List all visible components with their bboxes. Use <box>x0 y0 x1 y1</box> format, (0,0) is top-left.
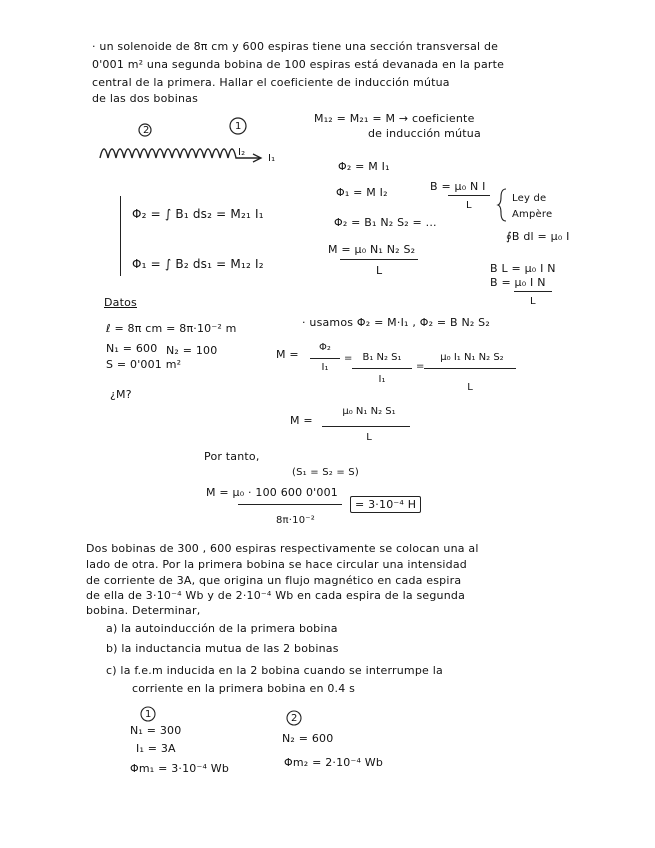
bottom-phi1: Φm₁ = 3·10⁻⁴ Wb <box>130 762 230 775</box>
bottom-n1: N₁ = 300 <box>130 724 182 737</box>
datos-length: ℓ = 8π cm = 8π·10⁻² m <box>106 322 237 335</box>
ampere-b2-num: B = μ₀ I N <box>490 276 546 289</box>
coil-label-2: 2 <box>143 125 150 136</box>
problem2-part-a: a) la autoinducción de la primera bobina <box>106 622 338 635</box>
ampere-b2-den: L <box>530 296 536 307</box>
calc-note: (S₁ = S₂ = S) <box>292 467 359 478</box>
calc-m-label: M = <box>276 348 299 361</box>
mutual-def-line1: M₁₂ = M₂₁ = M → coeficiente <box>314 112 475 125</box>
coil-current-i2: I₂ <box>238 147 246 158</box>
eq-phi2-mi1: Φ₂ = M I₁ <box>338 160 390 173</box>
eq-m-numerator: M = μ₀ N₁ N₂ S₂ <box>328 243 416 256</box>
flux-integral-phi2: Φ₂ = ∫ B₁ ds₂ = M₂₁ I₁ <box>132 207 264 221</box>
calc-final-line <box>238 504 342 505</box>
eq-m-denominator: L <box>376 264 383 277</box>
ampere-integral: ∮B dl = μ₀ I <box>506 230 570 243</box>
ampere-b-den: L <box>466 200 472 211</box>
ampere-bl: B L = μ₀ I N <box>490 262 556 275</box>
coil-current-i1: I₁ <box>268 153 276 164</box>
bottom-label-2: 2 <box>291 713 298 724</box>
system-bracket <box>120 196 121 276</box>
problem2-line-1: Dos bobinas de 300 , 600 espiras respectivamente se colocan una al <box>86 542 479 555</box>
calc-final-den: 8π·10⁻² <box>276 515 315 526</box>
coil-label-1: 1 <box>235 121 242 132</box>
solenoid-diagram <box>95 118 275 178</box>
calc-frac1-num: Φ₂ <box>319 342 331 353</box>
problem2-line-5: bobina. Determinar, <box>86 604 201 617</box>
calc-result-box: = 3·10⁻⁴ H <box>350 496 421 513</box>
ampere-brace <box>498 188 508 222</box>
eq-m-fraction-line <box>340 259 418 260</box>
calc-final-num: M = μ₀ · 100 600 0'001 <box>206 486 339 499</box>
calc-portanto: Por tanto, <box>204 450 260 463</box>
datos-n2: N₂ = 100 <box>166 344 218 357</box>
flux-integral-phi1: Φ₁ = ∫ B₂ ds₁ = M₁₂ I₂ <box>132 257 264 271</box>
ampere-b-fraction-line <box>448 195 490 196</box>
datos-title: Datos <box>104 296 137 309</box>
problem2-line-4: de ella de 3·10⁻⁴ Wb y de 2·10⁻⁴ Wb en cada espira de la segunda <box>86 589 466 602</box>
bottom-n2: N₂ = 600 <box>282 732 334 745</box>
calc-frac2-num: B₁ N₂ S₁ <box>362 352 402 363</box>
calc-m2-line <box>322 426 410 427</box>
handwritten-page: · un solenoide de 8π cm y 600 espiras tiene una sección transversal de 0'001 m² una segunda bobina de 100 espiras está devanada en la parte central de la primera. Hallar el coeficiente de inducción mútua de las dos bobinas 2 1 I₂ I₁ M₁₂ = M₂₁ = M → coeficiente de inducción mútua Φ₂ = ∫ B₁ ds₂ = M₂₁ I₁ Φ₁ = ∫ B₂ ds₁ = M₁₂ I₂ Φ₂ = M I₁ Φ₁ = M I₂ Φ₂ = B₁ N₂ S₂ = ... M = μ₀ N₁ N₂ S₂ L B = μ₀ N I L Ley de Ampère ∮B dl = μ₀ I B L = μ₀ I N B = μ₀ I N L Datos ℓ = 8π cm = 8π·10⁻² m N₁ = 600 N₂ = 100 S = 0'001 m² ¿M? · usamos Φ₂ = M·I₁ , Φ₂ = B N₂ S₂ M = Φ₂ I₁ = B₁ N₂ S₁ I₁ = μ₀ I₁ N₁ N₂ S₂ L M = μ₀ N₁ N₂ S₁ L Por tanto, (S₁ = S₂ = S) M = μ₀ · 100 600 0'001 8π·10⁻² = 3·10⁻⁴ H Dos bobinas de 300 , 600 espiras respectivamente se colocan una al lado de otra. Por la primera bobina se hace circular una intensidad de corriente de 3A, que origina un flujo magnético en cada espira de ella de 3·10⁻⁴ Wb y de 2·10⁻⁴ Wb en cada espira de la segunda bobina. Determinar, a) la autoinducción de la primera bobina b) la inductancia mutua de las 2 bobinas c) la f.e.m inducida en la 2 bobina cuando se interrumpe la corriente en la primera bobina en 0.4 s 1 2 N₁ = 300 I₁ = 3A Φm₁ = 3·10⁻⁴ Wb N₂ = 600 Φm₂ = 2·10⁻⁴ Wb <box>86 40 570 775</box>
problem2-part-c-line1: c) la f.e.m inducida en la 2 bobina cuando se interrumpe la <box>106 664 443 677</box>
calc-frac3-den: L <box>467 382 473 393</box>
problem2-part-c-line2: corriente en la primera bobina en 0.4 s <box>132 682 356 695</box>
bottom-phi2: Φm₂ = 2·10⁻⁴ Wb <box>284 756 384 769</box>
bottom-i1: I₁ = 3A <box>136 742 176 755</box>
mutual-def-line2: de inducción mútua <box>368 127 481 140</box>
problem1-line-4: de las dos bobinas <box>92 92 199 105</box>
calc-frac3-num: μ₀ I₁ N₁ N₂ S₂ <box>440 352 504 363</box>
calc-m2-label: M = <box>290 414 313 427</box>
datos-question: ¿M? <box>110 388 132 401</box>
eq-phi1-mi2: Φ₁ = M I₂ <box>336 186 388 199</box>
calc-frac2-line <box>352 368 412 369</box>
problem2-part-b: b) la inductancia mutua de las 2 bobinas <box>106 642 339 655</box>
problem1-line-3: central de la primera. Hallar el coeficiente de inducción mútua <box>92 76 450 89</box>
calc-m2-num: μ₀ N₁ N₂ S₁ <box>342 406 396 417</box>
calc-frac1-line <box>310 358 340 359</box>
datos-n1: N₁ = 600 <box>106 342 158 355</box>
calc-intro: · usamos Φ₂ = M·I₁ , Φ₂ = B N₂ S₂ <box>302 316 490 329</box>
calc-frac2-den: I₁ <box>378 374 386 385</box>
calc-frac1-den: I₁ <box>321 362 329 373</box>
problem2-line-3: de corriente de 3A, que origina un flujo magnético en cada espira <box>86 574 462 587</box>
eq-phi2-b1n2s2: Φ₂ = B₁ N₂ S₂ = ... <box>334 216 437 229</box>
problem2-line-2: lado de otra. Por la primera bobina se hace circular una intensidad <box>86 558 467 571</box>
ampere-b2-fraction-line <box>514 291 552 292</box>
ampere-ley-1: Ley de <box>512 193 547 204</box>
bottom-label-1: 1 <box>145 709 152 720</box>
ampere-ley-2: Ampère <box>512 209 553 220</box>
datos-section: S = 0'001 m² <box>106 358 182 371</box>
problem1-line-2: 0'001 m² una segunda bobina de 100 espiras está devanada en la parte <box>92 58 505 71</box>
calc-frac3-line <box>424 368 516 369</box>
ampere-b: B = μ₀ N I <box>430 180 486 193</box>
calc-m2-den: L <box>366 432 372 443</box>
problem1-line-1: · un solenoide de 8π cm y 600 espiras tiene una sección transversal de <box>92 40 499 53</box>
